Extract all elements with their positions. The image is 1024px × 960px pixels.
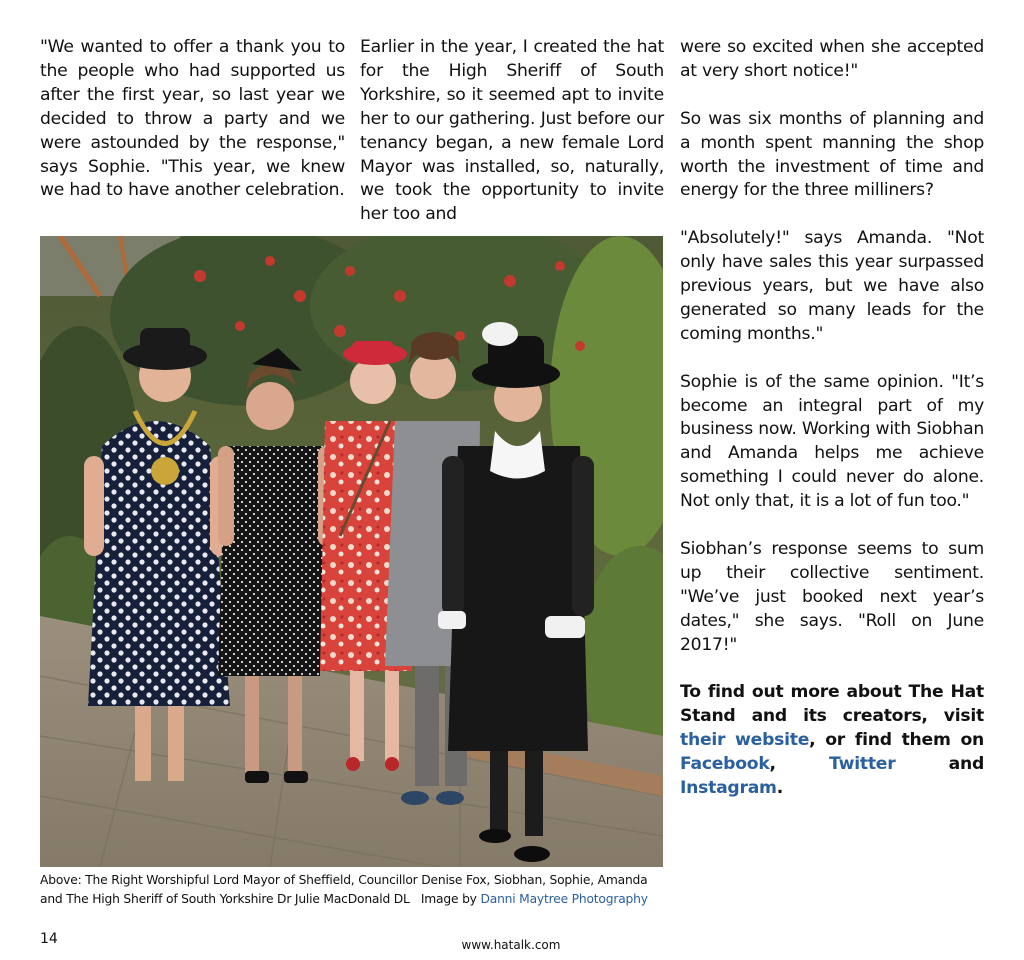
- column-3-paragraph-4: Sophie is of the same opinion. "It’s become an integral part of my business now. Working with Siobhan and Amanda helps me achieve something I could never do alone. Not only that, it is a lot of fun too.": [680, 371, 984, 512]
- credit-prefix: Image by: [420, 891, 481, 906]
- facebook-link[interactable]: Facebook: [680, 754, 770, 775]
- photo-caption: [40, 871, 666, 908]
- cta-text: , or find them on: [809, 730, 984, 751]
- column-1-text: "We wanted to offer a thank you to the people who had supported us after the first year, so last year we decided to throw a party and we were astounded by the response," says Sophie. "This year, we knew we had to have another celebration.: [40, 37, 345, 201]
- site-url: www.hatalk.com: [461, 938, 561, 952]
- cta-text: .: [776, 778, 783, 799]
- column-3-paragraph-5: Siobhan’s response seems to sum up their collective sentiment. "We’ve just booked next year’s dates," she says. "Roll on June 2017!": [680, 538, 984, 655]
- cta-text: To find out more about The Hat Stand and its creators, visit: [680, 682, 984, 727]
- cta-text: and: [895, 754, 984, 775]
- column-3-paragraph-1: were so excited when she accepted at very short notice!": [680, 37, 984, 81]
- column-3-paragraph-3: "Absolutely!" says Amanda. "Not only have sales this year surpassed previous years, but we have also generated so many leads for the coming months.": [680, 228, 984, 344]
- column-2-text: Earlier in the year, I created the hat for the High Sheriff of South Yorkshire, so it seemed apt to invite her to our gathering. Just before our tenancy began, a new female Lord Mayor was installed, so, naturally, we took the opportunity to invite her too and: [360, 37, 664, 225]
- instagram-link[interactable]: Instagram: [680, 778, 777, 799]
- photographer-link[interactable]: Danni Maytree Photography: [480, 891, 648, 906]
- twitter-link[interactable]: Twitter: [829, 754, 896, 775]
- caption-text: Above: The Right Worshipful Lord Mayor of Sheffield, Councillor Denise Fox, Siobhan, Sophie, Amanda and The High Sheriff of South Yorkshire Dr Julie MacDonald DL: [40, 873, 648, 906]
- cta-text: ,: [769, 754, 829, 775]
- call-to-action: [680, 681, 984, 801]
- article-column-1: [40, 36, 345, 203]
- article-column-2: [360, 36, 664, 227]
- column-3-paragraph-2: So was six months of planning and a month spent manning the shop worth the investment of time and energy for the three milliners?: [680, 108, 984, 201]
- article-column-3: [680, 36, 984, 825]
- website-link[interactable]: their website: [680, 730, 810, 751]
- page-number: 14: [40, 931, 58, 947]
- group-photo: [40, 236, 663, 867]
